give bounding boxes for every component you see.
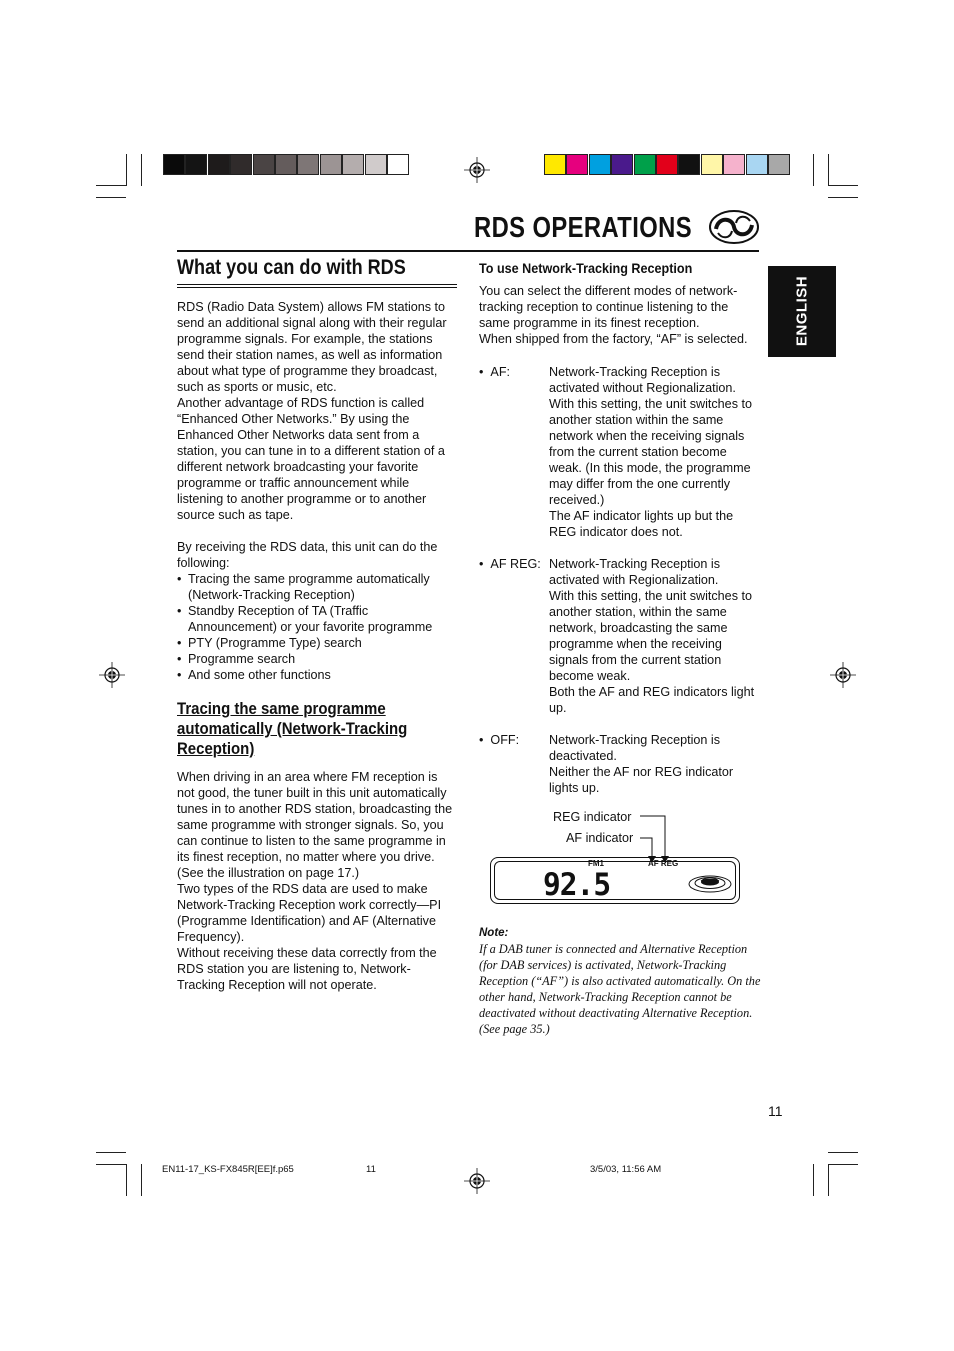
grayscale-swatch: [253, 154, 275, 175]
process-color-swatch: [656, 154, 678, 175]
process-color-swatch: [701, 154, 723, 175]
tracing-paragraph: Two types of the RDS data are used to make Network-Tracking Reception work correctly—PI (Programme Identification) and AF (Alternative Frequency).: [177, 882, 442, 944]
language-tab-label: ENGLISH: [793, 275, 811, 347]
left-heading-rule-2: [177, 287, 457, 288]
reg-indicator-label: REG indicator: [553, 810, 632, 824]
process-color-swatch: [768, 154, 790, 175]
feature-item: • Programme search: [177, 651, 457, 667]
tuner-display: [490, 857, 740, 904]
option-label: • AF:: [479, 365, 511, 379]
option-af-reg: [479, 556, 763, 716]
option-line: Both the AF and REG indicators light up.: [549, 685, 755, 715]
process-color-swatch: [723, 154, 745, 175]
option-line: With this setting, the unit switches to another station, within the same network, broadcasting the same programme when the receiving signals from the current station become weak.: [549, 589, 752, 683]
feature-item: • And some other functions: [177, 667, 457, 683]
language-tab: [768, 266, 836, 357]
intro-paragraph: RDS (Radio Data System) allows FM stations to send an additional signal along with their regular programme signals. For example, the stations send their station names, as well as information about what type of programme they broadcast, such as sports or music, etc.: [177, 300, 447, 394]
process-color-swatch: [566, 154, 588, 175]
registration-mark-icon: [830, 662, 856, 688]
registration-mark-icon: [464, 157, 490, 183]
rds-logo-icon: [708, 209, 760, 245]
option-af: [479, 364, 763, 540]
right-intro: [479, 283, 759, 347]
footer-timestamp: 3/5/03, 11:56 AM: [590, 1164, 662, 1175]
frequency-readout: 92.5: [543, 867, 611, 903]
disc-icon: [687, 872, 733, 894]
footer-page: 11: [366, 1164, 376, 1175]
option-line: The AF indicator lights up but the REG indicator does not.: [549, 509, 734, 539]
note-text: If a DAB tuner is connected and Alternative Reception (for DAB services) is activated, Network-Tracking Reception (“AF”) is also activated automatically. On the other hand, Network-Tracking Reception cannot be deactivated without deactivating Alternative Reception. (See page 35.): [479, 942, 761, 1036]
feature-item: • PTY (Programme Type) search: [177, 635, 457, 651]
right-intro-paragraph: You can select the different modes of network-tracking reception to continue listening to the same programme in its finest reception.: [479, 284, 738, 330]
tracing-paragraph: When driving in an area where FM reception is not good, the tuner built in this unit automatically tunes in to another RDS station, broadcasting the same programme with stronger signals. So, you can continue to listen to the same programme in its finest reception, no matter where you drive. (See the illustration on page 17.): [177, 770, 453, 880]
registration-mark-icon: [464, 1168, 490, 1194]
page-title: RDS OPERATIONS: [474, 212, 693, 244]
grayscale-swatch: [365, 154, 387, 175]
option-label-text: AF:: [490, 365, 511, 379]
process-color-swatch: [611, 154, 633, 175]
option-line: Network-Tracking Reception is deactivated.: [549, 733, 721, 763]
intro-paragraph: Another advantage of RDS function is called “Enhanced Other Networks.” By using the Enhanced Other Networks data sent from a station, you can tune in to a different station of a different network broadcasting your favorite programme or traffic announcement while listening to another programme or to another source such as tape.: [177, 396, 445, 522]
band-indicator: FM1: [588, 859, 604, 868]
grayscale-swatch: [342, 154, 364, 175]
left-intro: [177, 299, 457, 683]
grayscale-swatch: [163, 154, 185, 175]
option-off: [479, 732, 763, 796]
left-heading-rule: [177, 284, 457, 285]
grayscale-swatch: [230, 154, 252, 175]
process-color-swatch: [589, 154, 611, 175]
feature-list: [177, 571, 457, 683]
option-label-text: OFF:: [490, 733, 520, 747]
process-color-swatch: [746, 154, 768, 175]
note-heading: Note:: [479, 927, 509, 939]
option-label: • AF REG:: [479, 557, 541, 571]
receiving-intro: By receiving the RDS data, this unit can do the following:: [177, 540, 438, 570]
af-reg-indicator: AF REG: [648, 859, 679, 868]
af-indicator-label: AF indicator: [566, 831, 634, 845]
option-line: Neither the AF nor REG indicator lights up.: [549, 765, 734, 795]
grayscale-swatch: [297, 154, 319, 175]
section-heading-rds: What you can do with RDS: [177, 256, 406, 279]
grayscale-swatch: [208, 154, 230, 175]
process-color-swatch: [544, 154, 566, 175]
network-tracking-heading: To use Network-Tracking Reception: [479, 260, 693, 276]
option-line: Network-Tracking Reception is activated without Regionalization.: [549, 365, 736, 395]
grayscale-swatch: [185, 154, 207, 175]
process-color-swatch: [678, 154, 700, 175]
registration-mark-icon: [99, 662, 125, 688]
option-line: Network-Tracking Reception is activated with Regionalization.: [549, 557, 721, 587]
feature-item: • Standby Reception of TA (Traffic Announcement) or your favorite programme: [177, 603, 457, 635]
grayscale-swatch: [320, 154, 342, 175]
option-label-text: AF REG:: [490, 557, 541, 571]
feature-item: • Tracing the same programme automatically (Network-Tracking Reception): [177, 571, 457, 603]
page-number: 11: [768, 1103, 783, 1119]
option-line: With this setting, the unit switches to another station within the same network when the receiving signals from the current station become weak. (In this mode, the programme may differ from the one currently received.): [549, 397, 752, 507]
right-intro-paragraph: When shipped from the factory, “AF” is selected.: [479, 332, 748, 346]
option-label: • OFF:: [479, 733, 520, 747]
tracing-text: [177, 769, 457, 993]
spacer: [177, 523, 457, 539]
title-rule: [177, 250, 759, 252]
tracing-paragraph: Without receiving these data correctly from the RDS station you are listening to, Network-Tracking Reception will not operate.: [177, 946, 437, 992]
tracing-heading: Tracing the same programme automatically (Network-Tracking Reception): [177, 699, 408, 758]
process-color-swatch: [634, 154, 656, 175]
grayscale-swatch: [387, 154, 409, 175]
footer-filename: EN11-17_KS-FX845R[EE]f.p65: [162, 1164, 294, 1175]
grayscale-swatch: [275, 154, 297, 175]
